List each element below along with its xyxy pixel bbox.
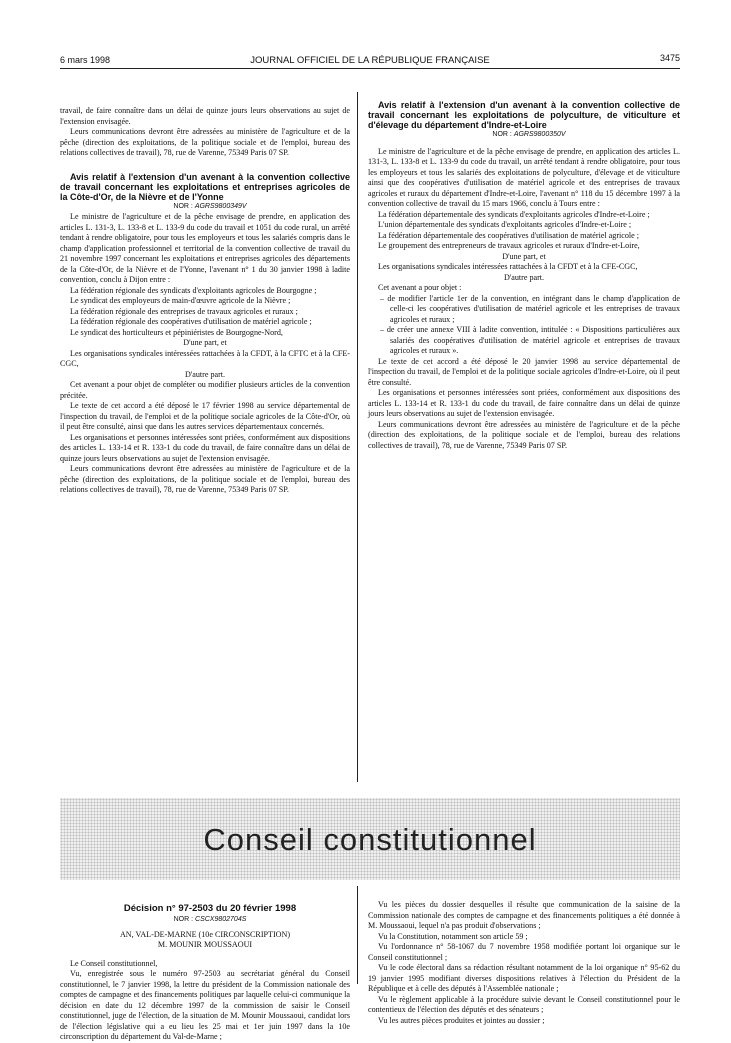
column-divider [357, 886, 358, 984]
paragraph: D'une part, et [502, 251, 546, 261]
paragraph: Cet avenant a pour objet de compléter ou modifier plusieurs articles de la convention précitée. [60, 380, 350, 400]
decision-subtitle: M. MOUNIR MOUSSAOUI [157, 940, 253, 949]
left-column [60, 106, 350, 496]
paragraph: La fédération départementale des coopératives d'utilisation de matériel agricole ; [378, 230, 640, 240]
paragraph: Le ministre de l'agriculture et de la pêche envisage de prendre, en application des articles L. 131-3, L. 133-8 et L. 133-9 du code du travail et 1051 du code rural, un arrêté tendant à rendre obligatoire, pour tous les employeurs et tous les salariés compris dans le champ d'application professionnel et territorial de la convention collective de travail du 21 novembre 1997 concernant les exploitations et entreprises agricoles des départements de la Côte-d'Or, de la Nièvre et de l'Yonne, l'avenant n° 1 du 30 janvier 1998 à ladite convention, conclu à Dijon entre : [60, 212, 350, 284]
list-item: – de modifier l'article 1er de la convention, en intégrant dans le champ d'application de celle-ci les coopératives d'utilisation de matériel agricole et les entreprises de travaux agricoles et ruraux ; [380, 293, 680, 324]
banner-title: Conseil constitutionnel [203, 822, 537, 857]
paragraph: La fédération régionale des syndicats d'exploitants agricoles de Bourgogne ; [70, 285, 317, 295]
paragraph: Le syndicat des horticulteurs et pépiniéristes de Bourgogne-Nord, [70, 327, 283, 337]
paragraph: Le Conseil constitutionnel, [70, 958, 158, 968]
decision-title: Décision n° 97-2503 du 20 février 1998 [123, 903, 297, 914]
paragraph: travail, de faire connaître dans un délai de quinze jours leurs observations au sujet de l'extension envisagée. [60, 106, 350, 126]
paragraph: Vu le règlement applicable à la procédure suivie devant le Conseil constitutionnel pour le contentieux de l'élection des députés et des sénateurs ; [368, 994, 680, 1014]
paragraph: Vu les pièces du dossier desquelles il résulte que communication de la saisine de la Commission nationale des comptes de campagne et des financements politiques a été donnée à M. Moussaoui, lequel n'a pas produit d'observations ; [368, 900, 680, 930]
paragraph: Leurs communications devront être adressées au ministère de l'agriculture et de la pêche (direction des exploitations, de la politique sociale et de l'emploi, bureau des relations collectives de travail), 78, rue de Varenne, 75349 Paris 07 SP. [60, 464, 350, 494]
paragraph: Leurs communications devront être adressées au ministère de l'agriculture et de la pêche (direction des exploitations, de la politique sociale et de l'emploi, bureau des relations collectives de travail), 78, rue de Varenne, 75349 Paris 07 SP. [368, 419, 680, 450]
paragraph: Les organisations et personnes intéressées sont priées, conformément aux dispositions des articles L. 133-14 et R. 133-1 du code du travail, de faire connaître dans un délai de quinze jours leurs observations au sujet de l'extension envisagée. [60, 432, 350, 463]
paragraph: La fédération départementale des syndicats d'exploitants agricoles d'Indre-et-Loire ; [378, 209, 650, 219]
decision-right-column [368, 900, 680, 1026]
paragraph: L'union départementale des syndicats d'exploitants agricoles d'Indre-et-Loire ; [378, 220, 632, 229]
list-item: – de créer une annexe VIII à ladite convention, intitulée : « Dispositions particulières aux salariés des coopératives d'utilisation de matériel agricole et entreprises de travaux agricoles et ruraux ». [380, 325, 680, 355]
page-number: 3475 [659, 53, 680, 63]
journal-title: JOURNAL OFFICIEL DE LA RÉPUBLIQUE FRANÇAISE [250, 55, 490, 66]
paragraph: Vu la Constitution, notamment son article 59 ; [378, 931, 528, 941]
paragraph: Le ministre de l'agriculture et de la pêche envisage de prendre, en application des articles L. 131-3, L. 133-8 et L. 133-9 du code du travail, un arrêté tendant à rendre obligatoire, pour tous les employeurs et tous les salariés des exploitations de polyculture, d'élevage et de viticulture ainsi que des coopératives d'utilisation de matériel agricole et des entreprises de travaux agricoles et ruraux du département d'Indre-et-Loire, l'avenant n° 118 du 15 décembre 1997 à la convention collective de travail du 15 mars 1966, conclu à Tours entre : [368, 146, 680, 208]
paragraph: D'autre part. [184, 369, 226, 379]
nor-reference: NOR : AGRS9800349V [173, 202, 247, 210]
paragraph: Cet avenant a pour objet : [378, 283, 462, 292]
paragraph: Vu l'ordonnance n° 58-1067 du 7 novembre 1958 modifiée portant loi organique sur le Conseil constitutionnel ; [368, 942, 680, 962]
paragraph: Vu le code électoral dans sa rédaction résultant notamment de la loi organique n° 95-62 du 19 janvier 1995 modifiant diverses dispositions relatives à l'élection du Président de la République et à celle des députés à l'Assemblée nationale ; [368, 963, 680, 993]
decision-left-column [60, 904, 350, 1043]
section-banner [60, 798, 680, 880]
paragraph: Vu, enregistrée sous le numéro 97-2503 au secrétariat général du Conseil constitutionnel, le 7 janvier 1998, la lettre du président de la Commission nationale des comptes de campagne et des financements politiques par laquelle celui-ci communique la décision en date du 12 décembre 1997 de la commission de saisir le Conseil constitutionnel, juge de l'élection, de la situation de M. Mounir Moussaoui, candidat lors de l'élection législative qui a eu lieu les 25 mai et 1er juin 1997 dans la 10e circonscription du département du Val-de-Marne ; [60, 969, 350, 1041]
right-column [368, 100, 680, 451]
paragraph: La fédération régionale des entreprises de travaux agricoles et ruraux ; [70, 306, 298, 316]
column-divider [357, 92, 358, 782]
paragraph: Le texte de cet accord a été déposé le 17 février 1998 au service départemental de l'inspection du travail, de l'emploi et de la politique sociale agricoles de la Côte-d'Or, où il peut être consulté, ainsi que dans les autres services départementaux concernés. [60, 401, 350, 431]
decision-subtitle: AN, VAL-DE-MARNE (10e CIRCONSCRIPTION) [119, 929, 291, 939]
paragraph: Les organisations et personnes intéressées sont priées, conformément aux dispositions des articles L. 133-14 et R. 133-1 du code du travail, de faire connaître dans un délai de quinze jours leurs observations au sujet de l'extension envisagée. [368, 388, 680, 418]
header-date: 6 mars 1998 [60, 55, 111, 65]
paragraph: Les organisations syndicales intéressées rattachées à la CFDT, à la CFTC et à la CFE-CGC, [60, 348, 350, 368]
paragraph: La fédération régionale des coopératives d'utilisation de matériel agricole ; [70, 317, 312, 326]
section-title: Avis relatif à l'extension d'un avenant à la convention collective de travail concernant les exploitations et entreprises agricoles de la Côte-d'Or, de la Nièvre et de l'Yonne [60, 171, 350, 202]
paragraph: Leurs communications devront être adressées au ministère de l'agriculture et de la pêche (direction des exploitations, de la politique sociale et de l'emploi, bureau des relations collectives de travail), 78, rue de Varenne, 75349 Paris 07 SP. [60, 127, 350, 157]
paragraph: Les organisations syndicales intéressées rattachées à la CFDT et à la CFE-CGC, [378, 262, 638, 271]
nor-reference: NOR : AGRS9800350V [492, 131, 566, 138]
paragraph: Vu les autres pièces produites et jointes au dossier ; [378, 1015, 545, 1025]
paragraph: Le texte de cet accord a été déposé le 20 janvier 1998 au service départemental de l'inspection du travail, de l'emploi et de la politique sociale agricoles d'Indre-et-Loire, où il peut être consulté. [368, 356, 680, 387]
paragraph: Le syndicat des employeurs de main-d'œuvre agricole de la Nièvre ; [70, 296, 291, 305]
section-title: Avis relatif à l'extension d'un avenant à la convention collective de travail concernant les exploitations de polyculture, de viticulture et d'élevage du département d'Indre-et-Loire [368, 100, 680, 130]
paragraph: D'autre part. [503, 272, 545, 282]
nor-reference: NOR : CSCX9802704S [173, 916, 247, 923]
paragraph: Le groupement des entrepreneurs de travaux agricoles et ruraux d'Indre-et-Loire, [378, 241, 640, 250]
header-rule [60, 68, 680, 69]
paragraph: D'une part, et [183, 338, 227, 347]
